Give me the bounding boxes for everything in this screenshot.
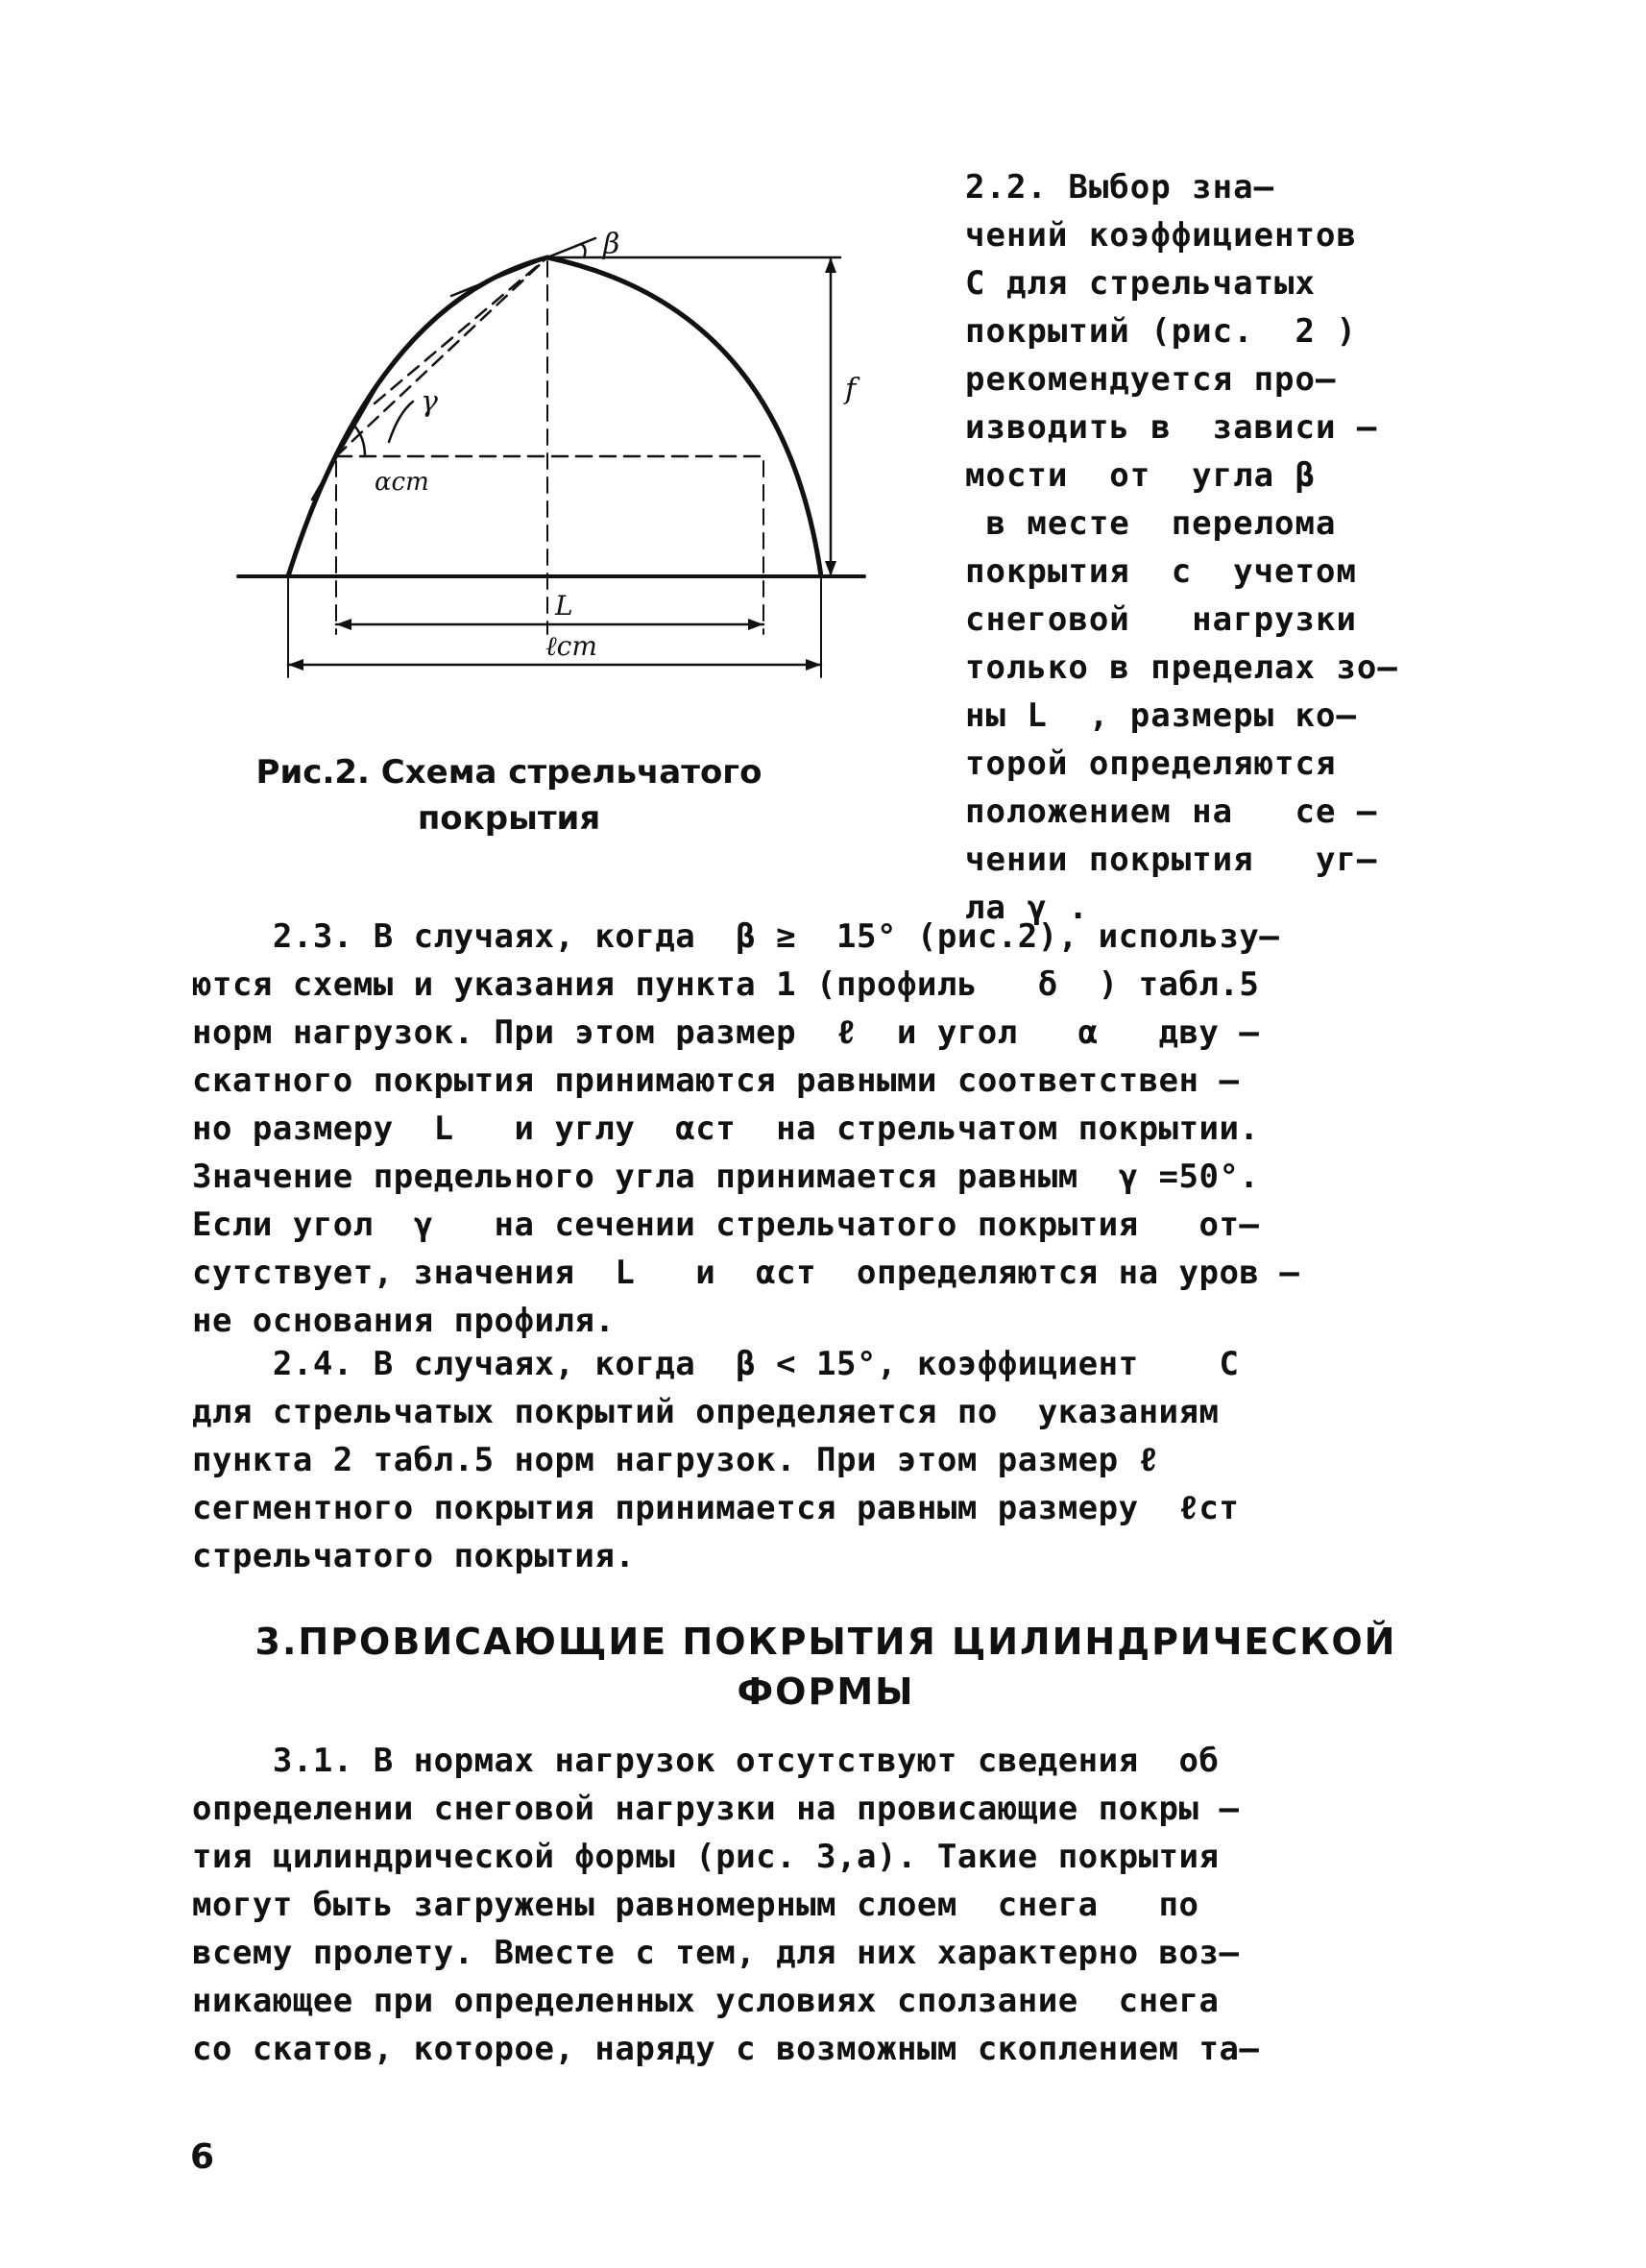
text-line: 2.2. Выбор зна– [965, 168, 1275, 207]
text-line: 2.4. В случаях, когда β < 15°, коэффициент С [192, 1345, 1240, 1383]
text-line: норм нагрузок. При этом размер ℓ и угол α дву – [192, 1013, 1260, 1052]
text-line: стрельчатого покрытия. [192, 1537, 636, 1575]
dashed-chord-2 [375, 257, 547, 403]
text-line: 3.1. В нормах нагрузок отсутствуют сведения об [192, 1742, 1220, 1780]
text-line: только в пределах зо– [965, 648, 1398, 687]
text-line: 2.3. В случаях, когда β ≥ 15° (рис.2), использу– [192, 917, 1280, 956]
text-line: чении покрытия уг– [965, 841, 1378, 879]
page-number: 6 [190, 2137, 215, 2177]
figure-2 [230, 211, 884, 692]
pointed-roof-diagram [230, 211, 884, 692]
text-line: определении снеговой нагрузки на провисающие покры – [192, 1790, 1240, 1828]
arrow-L-right [748, 619, 763, 630]
text-line: С для стрельчатых [965, 264, 1316, 303]
heading-line2: ФОРМЫ [737, 1671, 915, 1713]
left-arc [288, 257, 547, 576]
text-line: изводить в зависи – [965, 408, 1378, 447]
label-alpha-st: αст [375, 468, 429, 497]
section-2-2 [965, 163, 1460, 932]
text-line: со скатов, которое, наряду с возможным скоплением та– [192, 2030, 1260, 2068]
text-line: не основания профиля. [192, 1302, 616, 1340]
text-line: всему пролету. Вместе с тем, для них характерно воз– [192, 1934, 1240, 1972]
text-line: пункта 2 табл.5 норм нагрузок. При этом размер ℓ [192, 1441, 1159, 1479]
text-line: ны L , размеры ко– [965, 696, 1357, 735]
text-line: в месте перелома [965, 504, 1337, 543]
figure-caption-line2: покрытия [417, 799, 601, 838]
text-line: ются схемы и указания пункта 1 (профиль δ ) табл.5 [192, 965, 1260, 1004]
text-line: снеговой нагрузки [965, 600, 1357, 639]
label-beta: β [603, 228, 620, 261]
label-f: f [845, 373, 857, 406]
text-line: никающее при определенных условиях сползание снега [192, 1982, 1220, 2020]
text-line: покрытия с учетом [965, 552, 1357, 591]
figure-caption-line1: Схема стрельчатого [380, 753, 762, 792]
text-line: чений коэффициентов [965, 216, 1357, 255]
text-line: положением на се – [965, 793, 1378, 831]
left-tangent-line [312, 375, 384, 500]
arrow-f-top [825, 257, 836, 273]
text-line: сутствует, значения L и αст определяются на уров – [192, 1254, 1300, 1292]
section-3-heading [192, 1617, 1460, 1717]
text-line: Значение предельного угла принимается равным γ =50°. [192, 1158, 1260, 1196]
text-line: сегментного покрытия принимается равным размеру ℓст [192, 1489, 1240, 1527]
label-L: L [555, 590, 573, 622]
figure-caption [202, 749, 816, 841]
beta-angle-arc [581, 244, 585, 257]
apex-tangent-line [451, 238, 595, 296]
text-line: скатного покрытия принимаются равными соответствен – [192, 1061, 1240, 1100]
figure-caption-number: Рис.2. [255, 753, 370, 792]
section-3-1 [192, 1737, 1460, 2073]
section-2-4 [192, 1340, 1460, 1580]
label-gamma: γ [421, 385, 438, 419]
gamma-angle-arc [389, 402, 413, 442]
heading-line1: 3.ПРОВИСАЮЩИЕ ПОКРЫТИЯ ЦИЛИНДРИЧЕСКОЙ [254, 1621, 1397, 1663]
arrow-lst-right [806, 659, 821, 671]
right-arc [547, 257, 821, 576]
text-line: покрытий (рис. 2 ) [965, 312, 1357, 351]
text-line: ла γ . [965, 889, 1089, 927]
text-line: но размеру L и углу αст на стрельчатом покрытии. [192, 1110, 1260, 1148]
text-line: мости от угла β [965, 456, 1316, 495]
text-line: тия цилиндрической формы (рис. 3,а). Такие покрытия [192, 1838, 1220, 1876]
alpha-angle-arc [353, 425, 365, 456]
text-line: торой определяются [965, 744, 1337, 783]
text-line: для стрельчатых покрытий определяется по указаниям [192, 1393, 1220, 1431]
arrow-f-bottom [825, 561, 836, 576]
text-line: могут быть загружены равномерным слоем снега по [192, 1886, 1199, 1924]
text-line: Если угол γ на сечении стрельчатого покрытия от– [192, 1206, 1260, 1244]
dashed-chord-1 [336, 257, 547, 456]
text-line: рекомендуется про– [965, 360, 1337, 399]
section-2-3 [192, 913, 1460, 1345]
label-l-st: ℓст [545, 630, 597, 662]
arrow-L-left [336, 619, 351, 630]
arrow-lst-left [288, 659, 303, 671]
